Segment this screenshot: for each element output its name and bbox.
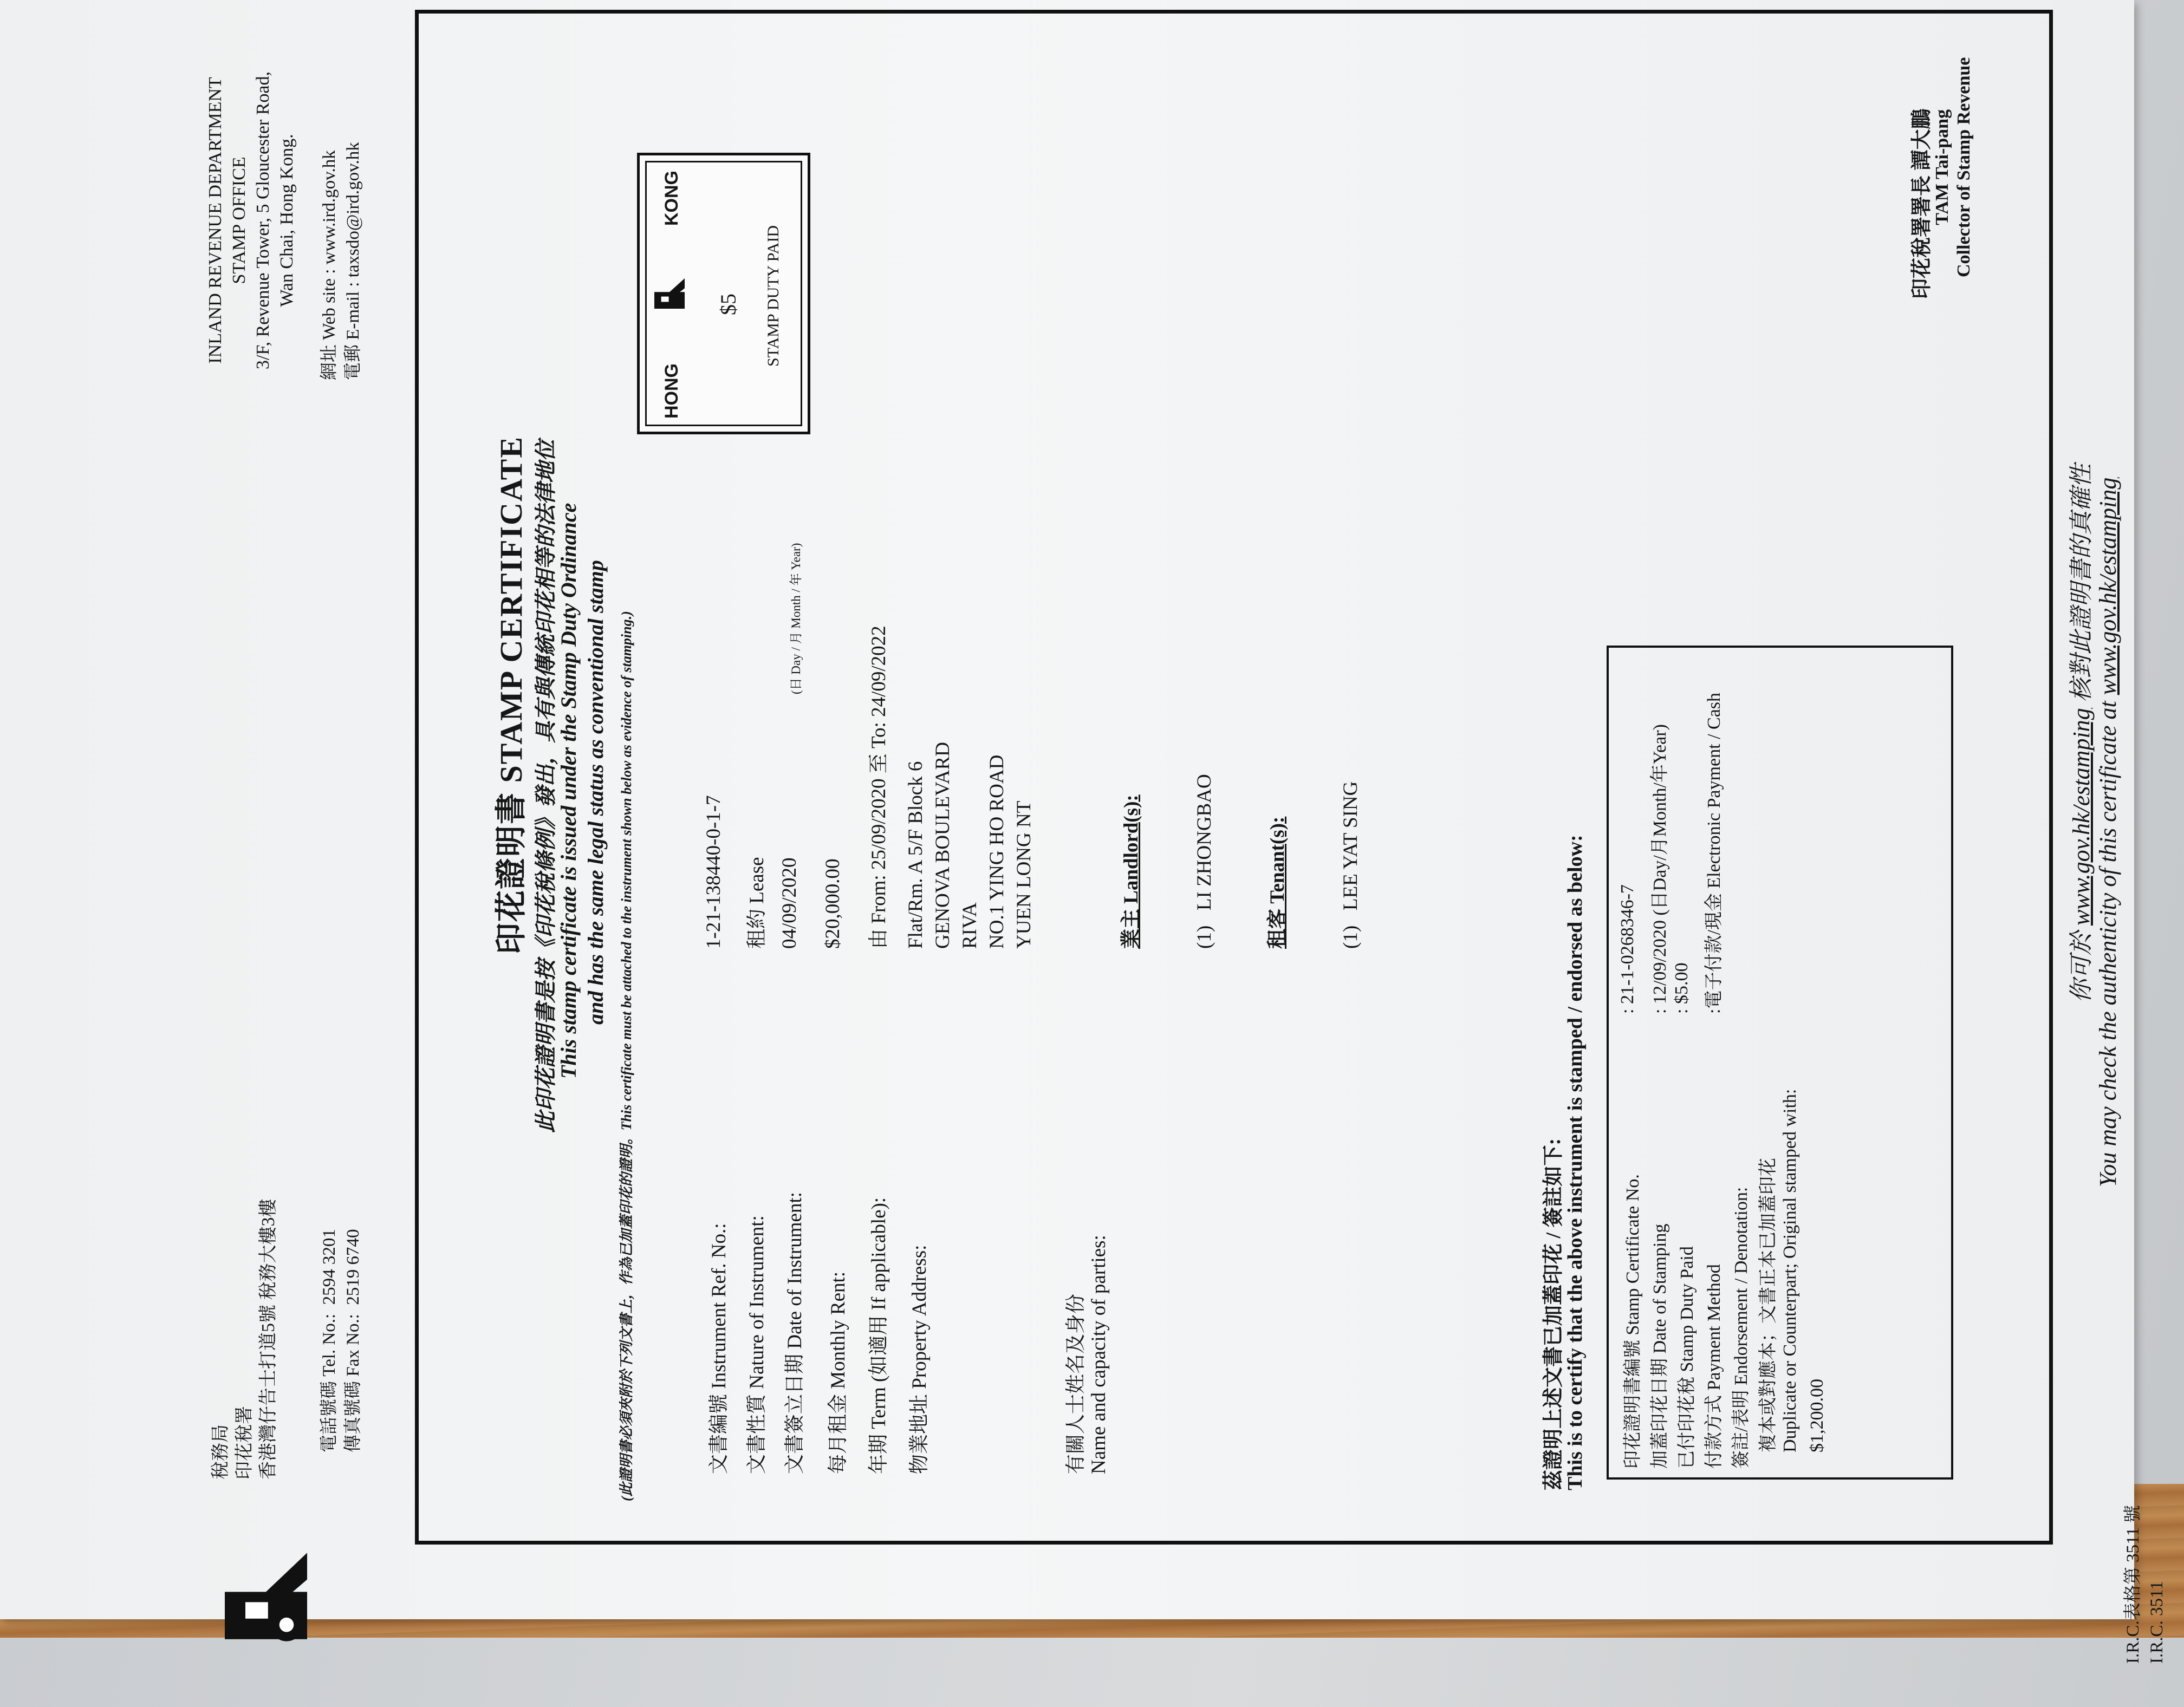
dept-address-zh xyxy=(209,1199,281,1480)
tenant-value: (1) LEE YAT SING xyxy=(1340,781,1362,949)
verify-note-zh xyxy=(2062,464,2096,1003)
stamp-logo-icon xyxy=(651,275,688,312)
web-contacts xyxy=(317,142,365,380)
email-value[interactable]: taxsdo@ird.gov.hk xyxy=(343,142,363,278)
verify-zh-post: 核對此證明書的真確性 xyxy=(2068,464,2095,702)
form-number-zh: I.R.C.表格第 3511 號 xyxy=(2123,1504,2143,1664)
nature-label: 文書性質 Nature of Instrument: xyxy=(746,1215,768,1474)
rent-label: 每月租金 Monthly Rent: xyxy=(827,1271,849,1474)
verify-zh-pre: 你可於 xyxy=(2068,931,2095,1003)
fax-label: 傳真號碼 Fax No.: xyxy=(343,1314,363,1452)
stamp-hong: HONG xyxy=(661,363,682,419)
address-value: Flat/Rm. A 5/F Block 6 GENOVA BOULEVARD RIVA NO.1 YING HO ROAD YUEN LONG NT xyxy=(905,741,1035,949)
stamp-kong: KONG xyxy=(661,171,682,226)
verify-link-zh[interactable]: www.gov.hk/estamping xyxy=(2068,708,2095,926)
web-label: 網址 Web site : xyxy=(320,269,339,380)
dept-line: STAMP OFFICE xyxy=(229,157,249,284)
endorse-amount: $1,200.00 xyxy=(1807,1379,1827,1452)
method-label: 付款方式 Payment Method xyxy=(1704,1264,1724,1469)
parties-label xyxy=(1065,1235,1110,1474)
duty-label: 已付印花稅 Stamp Duty Paid xyxy=(1677,1246,1697,1469)
stamp-paid-text: STAMP DUTY PAID xyxy=(764,225,782,367)
address-label: 物業地址 Property Address: xyxy=(908,1245,931,1474)
landlord-value: (1) LI ZHONGBAO xyxy=(1193,774,1216,949)
subtitle-en-1: This stamp certificate is issued under the Stamp Duty Ordinance xyxy=(556,503,581,1079)
nature-value: 租約 Lease xyxy=(746,857,768,949)
stamp-date-value: : 12/09/2020 (日Day/月Month/年Year) xyxy=(1650,724,1670,1014)
parties-label-zh: 有關人士姓名及身份 xyxy=(1065,1294,1087,1474)
signatory-title: Collector of Stamp Revenue xyxy=(1954,57,1974,277)
form-number-en: I.R.C. 3511 xyxy=(2147,1581,2167,1664)
cert-no-value: : 21-1-0268346-7 xyxy=(1617,884,1637,1014)
endorse-en: Duplicate or Counterpart; Original stamped with: xyxy=(1780,1089,1800,1452)
duty-value: : $5.00 xyxy=(1672,962,1692,1014)
dept-line: 3/F, Revenue Tower, 5 Gloucester Road, xyxy=(253,71,273,369)
email-label: 電郵 E-mail : xyxy=(343,282,363,380)
term-value: 由 From: 25/09/2020 至 To: 24/09/2022 xyxy=(868,626,890,949)
parties-label-en: Name and capacity of parties: xyxy=(1088,1235,1110,1474)
dept-address-en xyxy=(204,71,299,369)
method-value: :電子付款/現金 Electronic Payment / Cash xyxy=(1704,692,1724,1014)
certificate-page xyxy=(25,0,2167,1707)
attachment-note: (此證明書必須夾附於下列文書上，作為已加蓋印花的證明。This certificate must be attached to the instrument shown below as evidence of stamping.) xyxy=(619,611,634,1501)
dept-line: INLAND REVENUE DEPARTMENT xyxy=(205,77,225,364)
tenant-label: 租客 Tenant(s): xyxy=(1266,816,1289,949)
stamp-amount: $5 xyxy=(716,294,740,315)
dept-line: Wan Chai, Hong Kong. xyxy=(277,134,297,307)
stamp-date-label: 加蓋印花日期 Date of Stamping xyxy=(1650,1223,1670,1469)
tel-value: 2594 3201 xyxy=(320,1229,339,1305)
date-value: 04/09/2020 xyxy=(778,857,801,949)
verify-note-en xyxy=(2094,478,2122,1187)
verify-en-pre: You may check the authenticity of this certificate at xyxy=(2095,701,2121,1187)
subtitle-zh: 此印花證明書是按《印花稅條例》發出，具有與傳統印花相等的法律地位 xyxy=(534,440,558,1133)
ref-label: 文書編號 Instrument Ref. No.: xyxy=(708,1223,730,1474)
subtitle-en-2: and has the same legal status as conventional stamp xyxy=(583,560,608,1025)
form-number xyxy=(2121,1505,2169,1664)
signature-title-zh: 印花稅署署長 譚大鵬 xyxy=(1910,108,1933,299)
date-label: 文書簽立日期 Date of Instrument: xyxy=(784,1192,806,1474)
signatory-name: TAM Tai-pang xyxy=(1932,109,1952,225)
date-format-hint: (日 Day / 月 Month / 年 Year) xyxy=(789,543,803,694)
phone-contacts xyxy=(317,1229,365,1452)
certify-statement-en: This is to certify that the above instrument is stamped / endorsed as below: xyxy=(1564,835,1587,1490)
certify-statement-zh: 茲證明上述文書已加蓋印花 / 簽註如下: xyxy=(1542,1138,1565,1490)
tel-label: 電話號碼 Tel. No.: xyxy=(320,1313,339,1452)
cert-no-label: 印花證明書編號 Stamp Certificate No. xyxy=(1623,1174,1643,1469)
term-label: 年期 Term (如適用 If applicable): xyxy=(868,1197,890,1474)
endorse-label: 簽註/表明 Endorsement / Denotation: xyxy=(1731,1187,1751,1469)
endorse-zh: 複本或對應本；文書正本已加蓋印花 xyxy=(1758,1158,1778,1452)
rent-value: $20,000.00 xyxy=(822,858,844,949)
stamp-duty-stamp xyxy=(637,153,810,434)
parties-list xyxy=(1070,774,1412,949)
signature-block xyxy=(1932,57,1975,277)
ird-logo xyxy=(214,1545,317,1647)
dept-line: 香港灣仔告士打道5號 稅務大樓3樓 xyxy=(258,1198,278,1480)
dept-line: 稅務局 xyxy=(211,1424,231,1480)
web-value[interactable]: www.ird.gov.hk xyxy=(320,150,339,265)
ref-value: 1-21-138440-0-1-7 xyxy=(703,795,725,949)
dept-line: 印花稅署 xyxy=(235,1406,255,1480)
landlord-label: 業主 Landlord(s): xyxy=(1120,794,1142,949)
certificate-title: 印花證明書 STAMP CERTIFICATE xyxy=(493,435,529,954)
verify-link-en[interactable]: www.gov.hk/estamping xyxy=(2095,477,2121,695)
fax-value: 2519 6740 xyxy=(343,1229,363,1305)
